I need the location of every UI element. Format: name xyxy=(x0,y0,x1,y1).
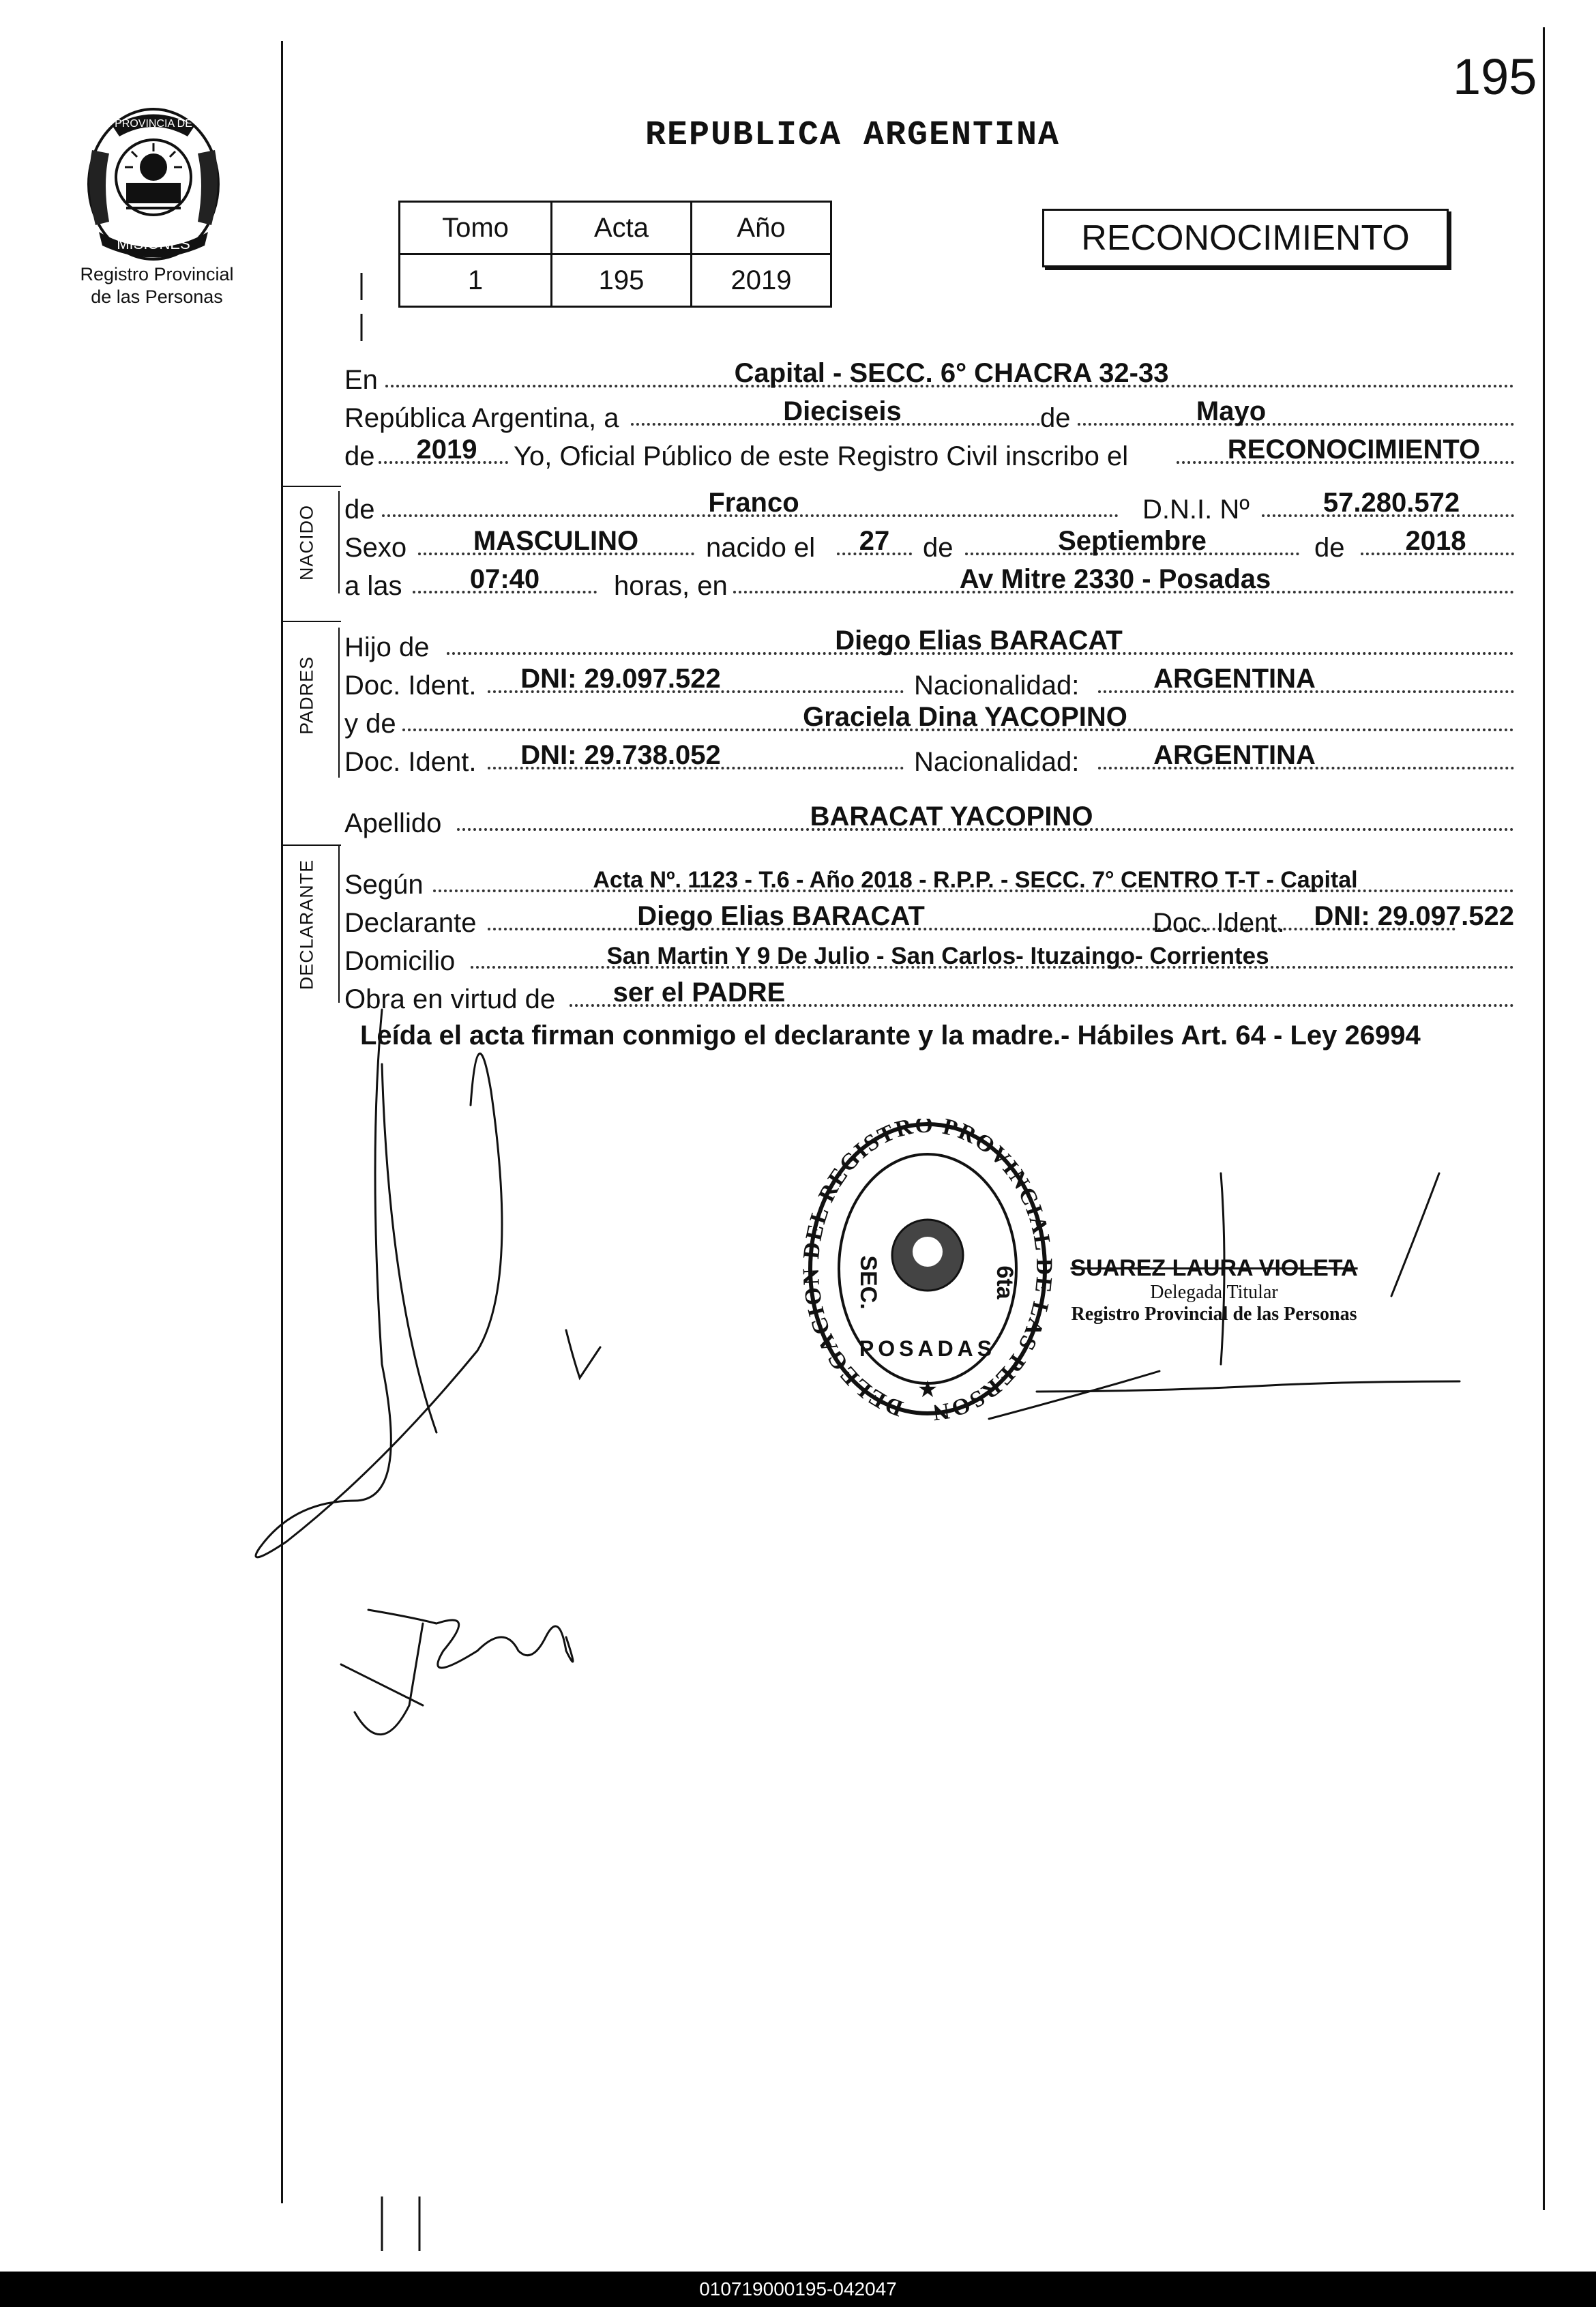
value-birth-year: 2018 xyxy=(1405,526,1466,556)
registry-line-2: de las Personas xyxy=(91,286,223,307)
value-place: Capital - SECC. 6° CHACRA 32-33 xyxy=(734,358,1169,388)
logo-bottom-text: MISIONES xyxy=(117,235,190,252)
label-sexo: Sexo xyxy=(344,533,407,563)
value-birth-time: 07:40 xyxy=(469,564,540,594)
label-de-month: de xyxy=(1040,403,1071,433)
act-type-box: RECONOCIMIENTO xyxy=(1042,209,1449,267)
value-mother-nationality: ARGENTINA xyxy=(1153,740,1316,770)
official-title: Delegada Titular xyxy=(1150,1282,1278,1303)
document-title: REPUBLICA ARGENTINA xyxy=(645,116,1061,155)
value-declarant-doc: DNI: 29.097.522 xyxy=(1314,901,1514,931)
side-label-born: NACIDO xyxy=(296,505,317,581)
value-act-type: RECONOCIMIENTO xyxy=(1227,435,1481,465)
value-year: 2019 xyxy=(416,435,477,465)
stamp-inner-right: 6ta xyxy=(992,1265,1018,1299)
label-nacionalidad-father: Nacionalidad: xyxy=(914,671,1080,701)
label-doc-ident-mother: Doc. Ident. xyxy=(344,747,477,777)
value-birth-month: Septiembre xyxy=(1058,526,1207,556)
label-de-birth-month: de xyxy=(923,533,954,563)
value-month: Mayo xyxy=(1196,396,1267,426)
value-father-doc: DNI: 29.097.522 xyxy=(520,664,721,694)
value-name: Franco xyxy=(708,488,799,518)
label-domicilio: Domicilio xyxy=(344,946,456,976)
label-oficial: Yo, Oficial Público de este Registro Civil inscribo el xyxy=(514,441,1129,471)
value-address: San Martin Y 9 De Julio - San Carlos- Ituzaingo- Corrientes xyxy=(606,943,1269,969)
value-anio: 2019 xyxy=(692,254,831,307)
label-a-las: a las xyxy=(344,571,402,601)
label-republica: República Argentina, a xyxy=(344,403,619,433)
value-mother: Graciela Dina YACOPINO xyxy=(803,702,1127,732)
label-nacionalidad-mother: Nacionalidad: xyxy=(914,747,1080,777)
stamp-inner-bottom: POSADAS xyxy=(859,1336,996,1361)
header-anio: Año xyxy=(692,202,831,254)
label-hijo-de: Hijo de xyxy=(344,632,430,662)
label-y-de: y de xyxy=(344,709,396,739)
value-birth-day: 27 xyxy=(859,526,890,556)
label-en: En xyxy=(344,365,378,395)
value-by-virtue: ser el PADRE xyxy=(612,978,786,1008)
stamp-inner-left: SEC. xyxy=(855,1255,881,1310)
label-de-name: de xyxy=(344,495,375,525)
label-de-birth-year: de xyxy=(1314,533,1345,563)
side-label-declarant: DECLARANTE xyxy=(296,859,317,990)
registry-line-1: Registro Provincial xyxy=(80,264,234,284)
closing-statement: Leída el acta firman conmigo el declarante y la madre.- Hábiles Art. 64 - Ley 26994 xyxy=(360,1020,1421,1050)
header-acta: Acta xyxy=(552,202,692,254)
label-doc-ident-declarant: Doc. Ident. xyxy=(1153,908,1285,938)
value-surname: BARACAT YACOPINO xyxy=(810,802,1093,832)
label-horas-en: horas, en xyxy=(614,571,728,601)
page-number: 195 xyxy=(1453,48,1537,105)
value-birth-place: Av Mitre 2330 - Posadas xyxy=(959,564,1271,594)
header-tomo: Tomo xyxy=(400,202,552,254)
value-day: Dieciseis xyxy=(783,396,902,426)
value-father-nationality: ARGENTINA xyxy=(1153,664,1316,694)
label-declarante: Declarante xyxy=(344,908,477,938)
footer-code: 010719000195-042047 xyxy=(0,2272,1596,2307)
svg-text:★: ★ xyxy=(917,1377,939,1402)
side-label-parents: PADRES xyxy=(296,656,317,735)
value-per: Acta Nº. 1123 - T.6 - Año 2018 - R.P.P. - SECC. 7° CENTRO T-T - Capital xyxy=(593,867,1358,893)
official-office: Registro Provincial de las Personas xyxy=(1071,1304,1357,1325)
value-dni: 57.280.572 xyxy=(1322,488,1460,518)
label-segun: Según xyxy=(344,870,424,900)
label-dni: D.N.I. Nº xyxy=(1142,495,1250,525)
value-mother-doc: DNI: 29.738.052 xyxy=(520,740,721,770)
logo-top-text: PROVINCIA DE xyxy=(115,118,192,130)
value-tomo: 1 xyxy=(400,254,552,307)
label-obra: Obra en virtud de xyxy=(344,984,556,1014)
label-de-year: de xyxy=(344,441,375,471)
stamp-ring-text: DELEGACION DEL REGISTRO PROVINCIAL DE LAS PERSON xyxy=(798,1119,1057,1426)
value-acta: 195 xyxy=(552,254,692,307)
label-nacido-el: nacido el xyxy=(706,533,816,563)
value-sex: MASCULINO xyxy=(473,526,639,556)
label-doc-ident-father: Doc. Ident. xyxy=(344,671,477,701)
value-father: Diego Elias BARACAT xyxy=(835,626,1123,656)
label-apellido: Apellido xyxy=(344,808,442,838)
value-declarant: Diego Elias BARACAT xyxy=(637,901,925,931)
official-name: SUAREZ LAURA VIOLETA xyxy=(1070,1255,1358,1281)
